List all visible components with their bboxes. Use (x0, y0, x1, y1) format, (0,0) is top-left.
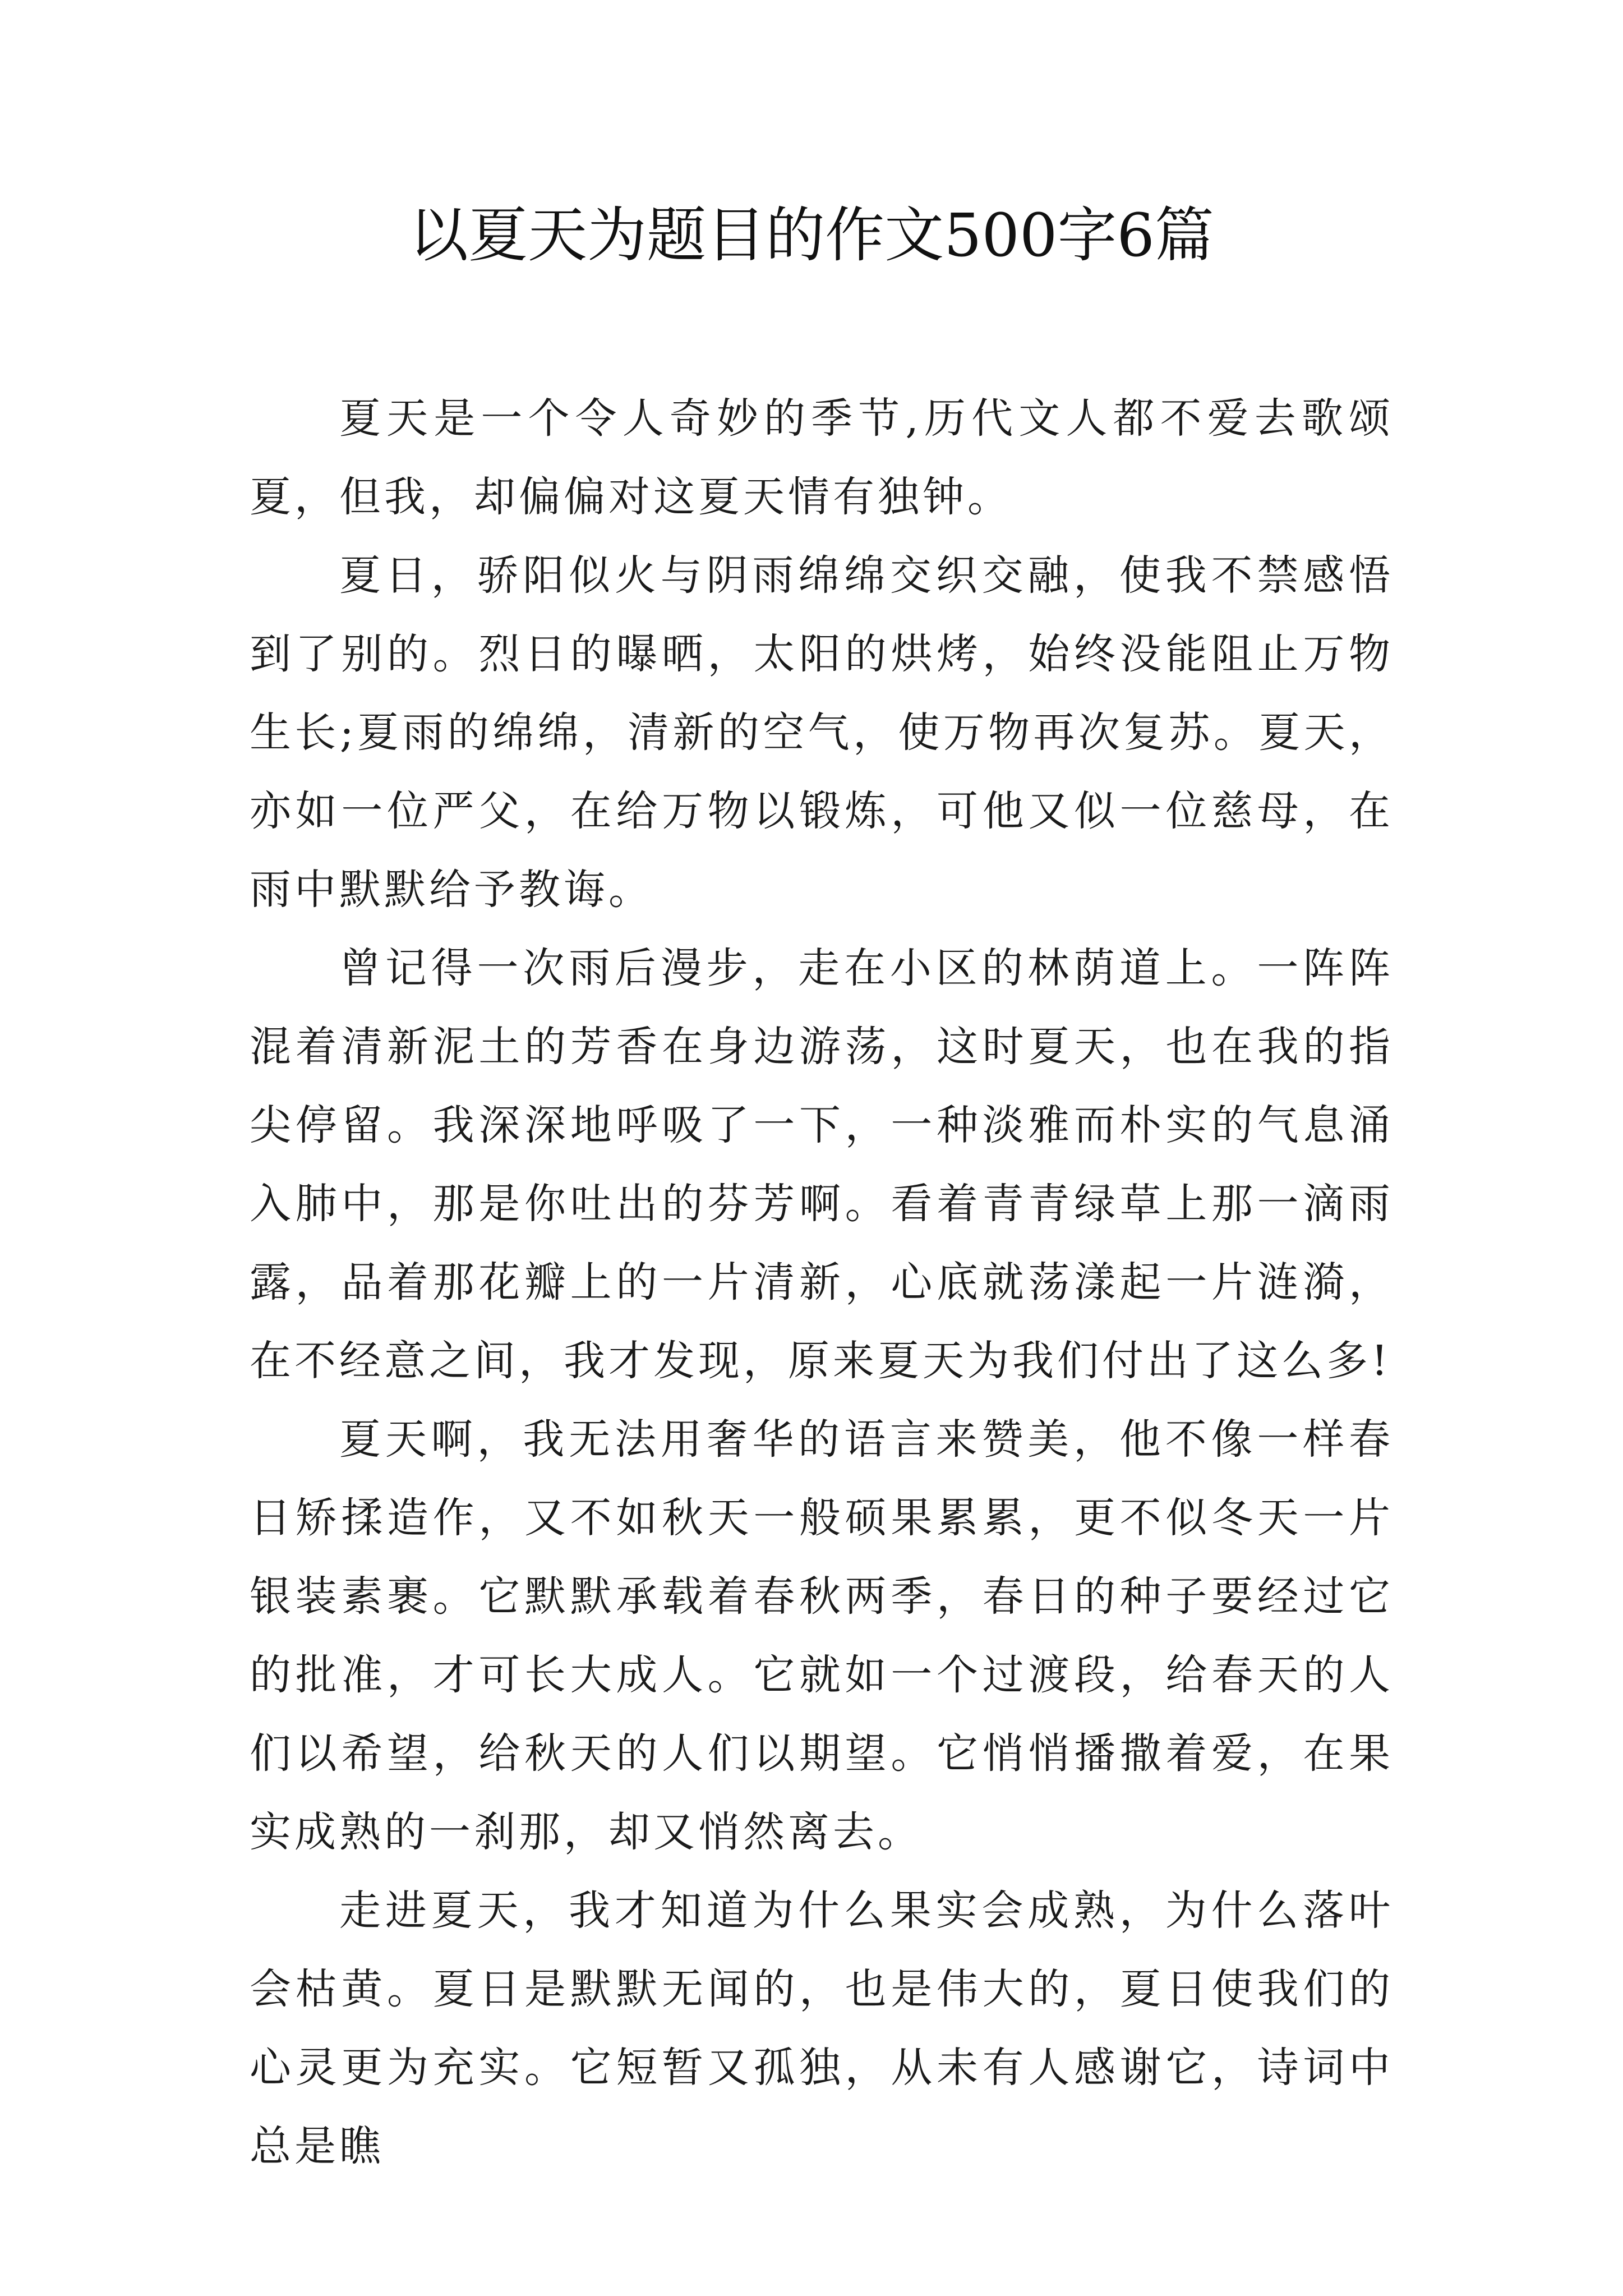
document-body (250, 379, 1394, 2185)
document-title: 以夏天为题目的作文500字6篇 (409, 201, 1214, 270)
paragraph: 曾记得一次雨后漫步，走在小区的林荫道上。一阵阵混着清新泥土的芳香在身边游荡，这时夏天，也在我的指尖停留。我深深地呼吸了一下，一种淡雅而朴实的气息涌入肺中，那是你吐出的芬芳啊。看着青青绿草上那一滴雨露，品着那花瓣上的一片清新，心底就荡漾起一片涟漪，在不经意之间，我才发现，原来夏天为我们付出了这么多! (250, 944, 1394, 1385)
paragraph: 夏天啊，我无法用奢华的语言来赞美，他不像一样春日矫揉造作，又不如秋天一般硕果累累，更不似冬天一片银装素裹。它默默承载着春秋两季，春日的种子要经过它的批准，才可长大成人。它就如一个过渡段，给春天的人们以希望，给秋天的人们以期望。它悄悄播撒着爱，在果实成熟的一刹那，却又悄然离去。 (250, 1415, 1394, 1856)
paragraph: 夏天是一个令人奇妙的季节,历代文人都不爱去歌颂夏，但我，却偏偏对这夏天情有独钟。 (250, 394, 1394, 521)
paragraph: 夏日，骄阳似火与阴雨绵绵交织交融，使我不禁感悟到了别的。烈日的曝晒，太阳的烘烤，始终没能阻止万物生长;夏雨的绵绵，清新的空气，使万物再次复苏。夏天，亦如一位严父，在给万物以锻炼，可他又似一位慈母，在雨中默默给予教诲。 (250, 551, 1394, 914)
paragraph: 走进夏天，我才知道为什么果实会成熟，为什么落叶会枯黄。夏日是默默无闻的，也是伟大的，夏日使我们的心灵更为充实。它短暂又孤独，从未有人感谢它，诗词中总是瞧 (250, 1887, 1394, 2170)
